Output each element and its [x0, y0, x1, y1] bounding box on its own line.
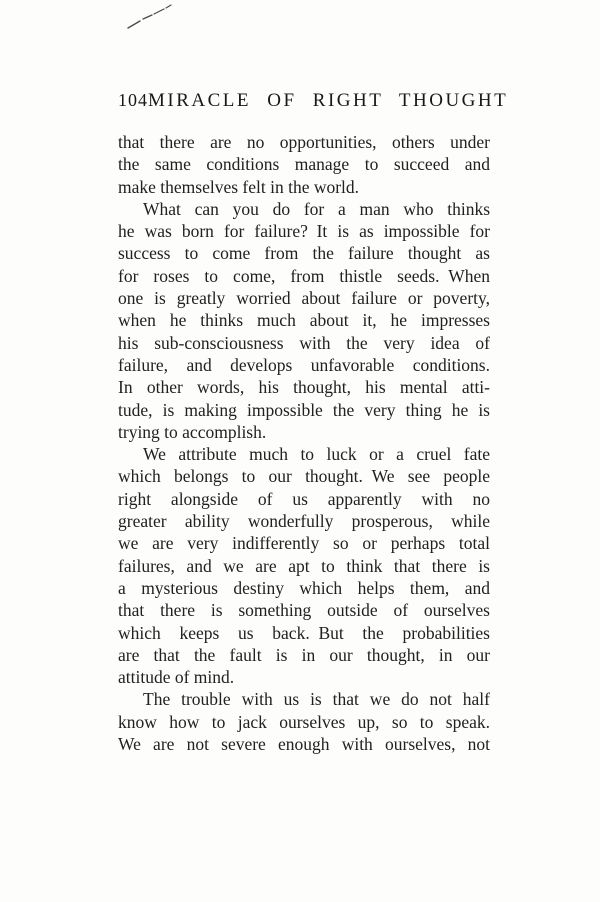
text-block [118, 88, 509, 755]
text-line: know how to jack ourselves up, so to speak. [118, 711, 490, 732]
page-number: 104 [118, 90, 148, 110]
text-line: We are not severe enough with ourselves, not [118, 734, 490, 755]
text-line: his sub-consciousness with the very idea of [118, 332, 490, 353]
text-line: one is greatly worried about failure or poverty, [118, 288, 490, 309]
text-line: trying to accomplish. [118, 421, 267, 442]
text-line: we are very indifferently so or perhaps total [118, 533, 490, 554]
text-line: attitude of mind. [118, 667, 235, 688]
text-line: a mysterious destiny which helps them, and [118, 577, 490, 598]
text-line: which belongs to our thought. We see people [118, 466, 490, 487]
text-line: In other words, his thought, his mental atti- [118, 377, 490, 398]
text-line: are that the fault is in our thought, in our [118, 644, 490, 665]
paragraph [118, 131, 490, 198]
paragraph [118, 688, 490, 755]
paragraph [118, 198, 490, 443]
text-line: which keeps us back. But the probabilities [118, 622, 490, 643]
text-line: failure, and develops unfavorable conditions. [118, 354, 490, 375]
text-line: greater ability wonderfully prosperous, while [118, 511, 490, 532]
text-line: when he thinks much about it, he impresses [118, 310, 490, 331]
text-line: he was born for failure? It is as impossible for [118, 221, 490, 242]
chapter-running-title: MIRACLE OF RIGHT THOUGHT [148, 90, 509, 111]
text-line: that there is something outside of ourselves [118, 600, 490, 621]
paragraph [118, 443, 490, 688]
pen-scratch-mark [118, 0, 188, 40]
text-line: We attribute much to luck or a cruel fate [143, 444, 490, 465]
text-line: failures, and we are apt to think that there is [118, 555, 490, 576]
text-line: the same conditions manage to succeed and [118, 154, 490, 175]
text-line: for roses to come, from thistle seeds. When [118, 265, 490, 286]
text-line: right alongside of us apparently with no [118, 488, 490, 509]
running-header [118, 88, 509, 113]
text-line: The trouble with us is that we do not half [143, 689, 490, 710]
text-line: What can you do for a man who thinks [143, 198, 490, 219]
text-line: that there are no opportunities, others under [118, 132, 490, 152]
text-line: make themselves felt in the world. [118, 176, 360, 197]
text-line: tude, is making impossible the very thing he is [118, 399, 490, 420]
text-line: success to come from the failure thought as [118, 243, 490, 264]
body-text [118, 131, 490, 755]
